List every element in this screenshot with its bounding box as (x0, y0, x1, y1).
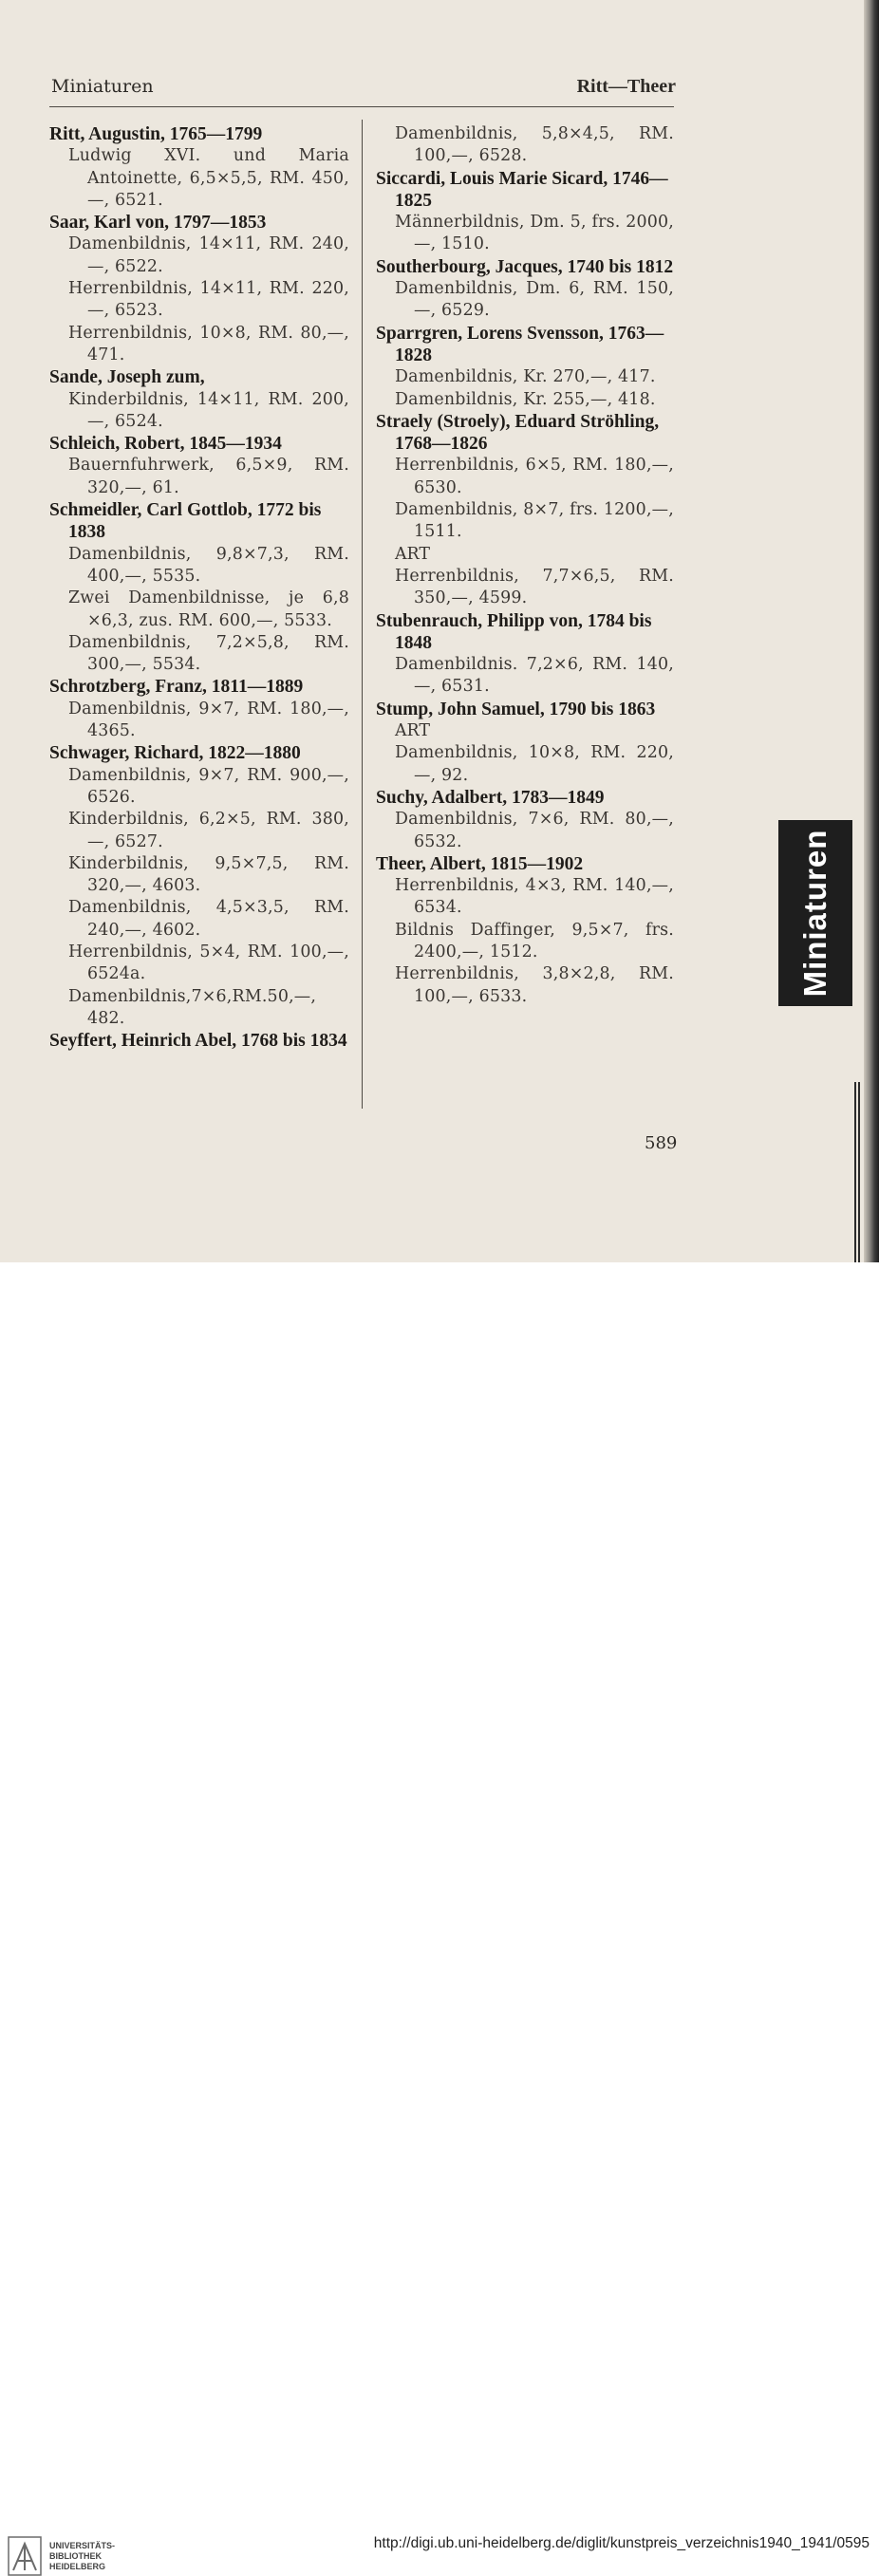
artwork-item: Herrenbildnis, 6×5, RM. 180,—, 6530. (395, 456, 674, 497)
artist-name: Suchy, Adalbert, 1783—1849 (376, 787, 605, 808)
artist-entry (376, 411, 674, 610)
artist-name: Sande, Joseph zum, (49, 367, 205, 388)
column-rule (362, 120, 363, 1109)
artist-entry (49, 366, 349, 433)
artist-entry (49, 123, 349, 212)
artwork-item: Kinderbildnis, 6,2×5, RM. 380,—, 6527. (68, 810, 349, 851)
artist-name: Schmeidler, Carl Gottlob, 1772 bis 1838 (49, 500, 322, 543)
artist-name: Schwager, Richard, 1822—1880 (49, 743, 301, 764)
artist-entry (49, 742, 349, 1030)
artist-name: Stump, John Samuel, 1790 bis 1863 (376, 699, 656, 719)
artwork-item: Herrenbildnis, 10×8, RM. 80,—, 471. (68, 323, 349, 364)
artwork-item: Damenbildnis, Dm. 6, RM. 150,—, 6529. (395, 279, 674, 321)
library-name-line: UNIVERSITÄTS- (49, 2541, 116, 2550)
artwork-item: Herrenbildnis, 4×3, RM. 140,—, 6534. (395, 876, 674, 918)
artwork-item: Damenbildnis, 8×7, frs. 1200,—, 1511. (395, 500, 674, 542)
artwork-item: Bildnis Daffinger, 9,5×7, frs. 2400,—, 1512. (395, 920, 674, 961)
artwork-item: Damenbildnis, Kr. 255,—, 418. (395, 389, 656, 409)
artwork-item: Herrenbildnis, 14×11, RM. 220,—, 6523. (68, 279, 349, 321)
artist-name: Sparrgren, Lorens Svensson, 1763—1828 (376, 323, 664, 365)
page-edge-marks (854, 1082, 862, 1262)
header-rule (49, 106, 674, 107)
artist-name: Saar, Karl von, 1797—1853 (49, 213, 267, 233)
artist-entry (49, 1030, 349, 1052)
artwork-item: Damenbildnis, 9×7, RM. 180,—, 4365. (68, 699, 349, 741)
artist-name: Stubenrauch, Philipp von, 1784 bis 1848 (376, 610, 652, 653)
artwork-item: Bauernfuhrwerk, 6,5×9, RM. 320,—, 61. (68, 456, 349, 497)
artist-entry (376, 853, 674, 1008)
artist-name: Seyffert, Heinrich Abel, 1768 bis 1834 (49, 1031, 347, 1052)
source-url[interactable]: http://digi.ub.uni-heidelberg.de/diglit/kunstpreis_verzeichnis1940_1941/0595 (373, 2535, 870, 2551)
art-marker: ART (395, 721, 430, 741)
artist-entry (49, 676, 349, 742)
artwork-item: Herrenbildnis, 7,7×6,5, RM. 350,—, 4599. (395, 566, 674, 608)
artwork-item: Damenbildnis, 9,8×7,3, RM. 400,—, 5535. (68, 544, 349, 586)
thumb-tab-label: Miniaturen (797, 829, 832, 998)
artwork-item: Kinderbildnis, 9,5×7,5, RM. 320,—, 4603. (68, 853, 349, 896)
page-number: 589 (645, 1133, 678, 1153)
artwork-item: Damenbildnis, 9×7, RM. 900,—, 6526. (68, 765, 349, 807)
scanned-page (0, 0, 879, 1262)
artist-name: Ritt, Augustin, 1765—1799 (49, 124, 263, 144)
artist-entry (49, 212, 349, 366)
artist-entry (376, 123, 674, 168)
digitization-footer (0, 1262, 879, 2571)
artist-name: Theer, Albert, 1815—1902 (376, 853, 584, 874)
artist-name: Straely (Stroely), Eduard Ströhling, 1768—1826 (376, 411, 660, 455)
artwork-item: Damenbildnis. 7,2×6, RM. 140,—, 6531. (395, 655, 674, 697)
artwork-item: Damenbildnis, 5,8×4,5, RM. 100,—, 6528. (395, 124, 674, 166)
section-thumb-tab (778, 820, 852, 1006)
artist-name: Schleich, Robert, 1845—1934 (49, 434, 282, 455)
artist-name: Schrotzberg, Franz, 1811—1889 (49, 677, 304, 698)
artwork-item: Zwei Damenbildnisse, je 6,8 ×6,3, zus. RM. 600,—, 5533. (68, 588, 349, 630)
artwork-item: Damenbildnis, 4,5×3,5, RM. 240,—, 4602. (68, 898, 349, 940)
artwork-item: Männerbildnis, Dm. 5, frs. 2000,—, 1510. (395, 213, 674, 254)
art-marker: ART (395, 544, 430, 564)
artist-entry (376, 256, 674, 323)
artwork-item: Herrenbildnis, 5×4, RM. 100,—, 6524a. (68, 942, 349, 984)
artist-entry (376, 323, 674, 411)
artist-entry (49, 433, 349, 499)
left-column (49, 123, 349, 1052)
library-name-line: BIBLIOTHEK (49, 2551, 102, 2561)
artwork-item: Damenbildnis, 10×8, RM. 220,—, 92. (395, 743, 674, 785)
library-name (49, 2541, 115, 2572)
artwork-item: Damenbildnis, 14×11, RM. 240,—, 6522. (68, 234, 349, 276)
library-logo-icon (8, 2536, 42, 2576)
artist-name: Southerbourg, Jacques, 1740 bis 1812 (376, 256, 674, 277)
artwork-item: Damenbildnis, 7×6, RM. 80,—, 6532. (395, 810, 674, 851)
right-column (376, 123, 674, 1008)
artist-name: Siccardi, Louis Marie Sicard, 1746—1825 (376, 168, 668, 211)
artist-entry (49, 499, 349, 676)
artist-entry (376, 699, 674, 787)
running-head-right: Ritt—Theer (576, 76, 676, 97)
artwork-item: Herrenbildnis, 3,8×2,8, RM. 100,—, 6533. (395, 964, 674, 1006)
artist-entry (376, 168, 674, 256)
artwork-item: Ludwig XVI. und Maria Antoinette, 6,5×5,5, RM. 450,—, 6521. (68, 146, 349, 210)
artwork-item: Damenbildnis,7×6,RM.50,—, 482. (68, 986, 317, 1028)
scan-edge (864, 0, 879, 1262)
artist-entry (376, 610, 674, 699)
artwork-item: Damenbildnis, 7,2×5,8, RM. 300,—, 5534. (68, 632, 349, 675)
artwork-item: Damenbildnis, Kr. 270,—, 417. (395, 367, 656, 387)
artist-entry (376, 787, 674, 853)
artwork-item: Kinderbildnis, 14×11, RM. 200,—, 6524. (68, 389, 349, 431)
running-head-left: Miniaturen (51, 76, 154, 97)
library-name-line: HEIDELBERG (49, 2562, 106, 2571)
